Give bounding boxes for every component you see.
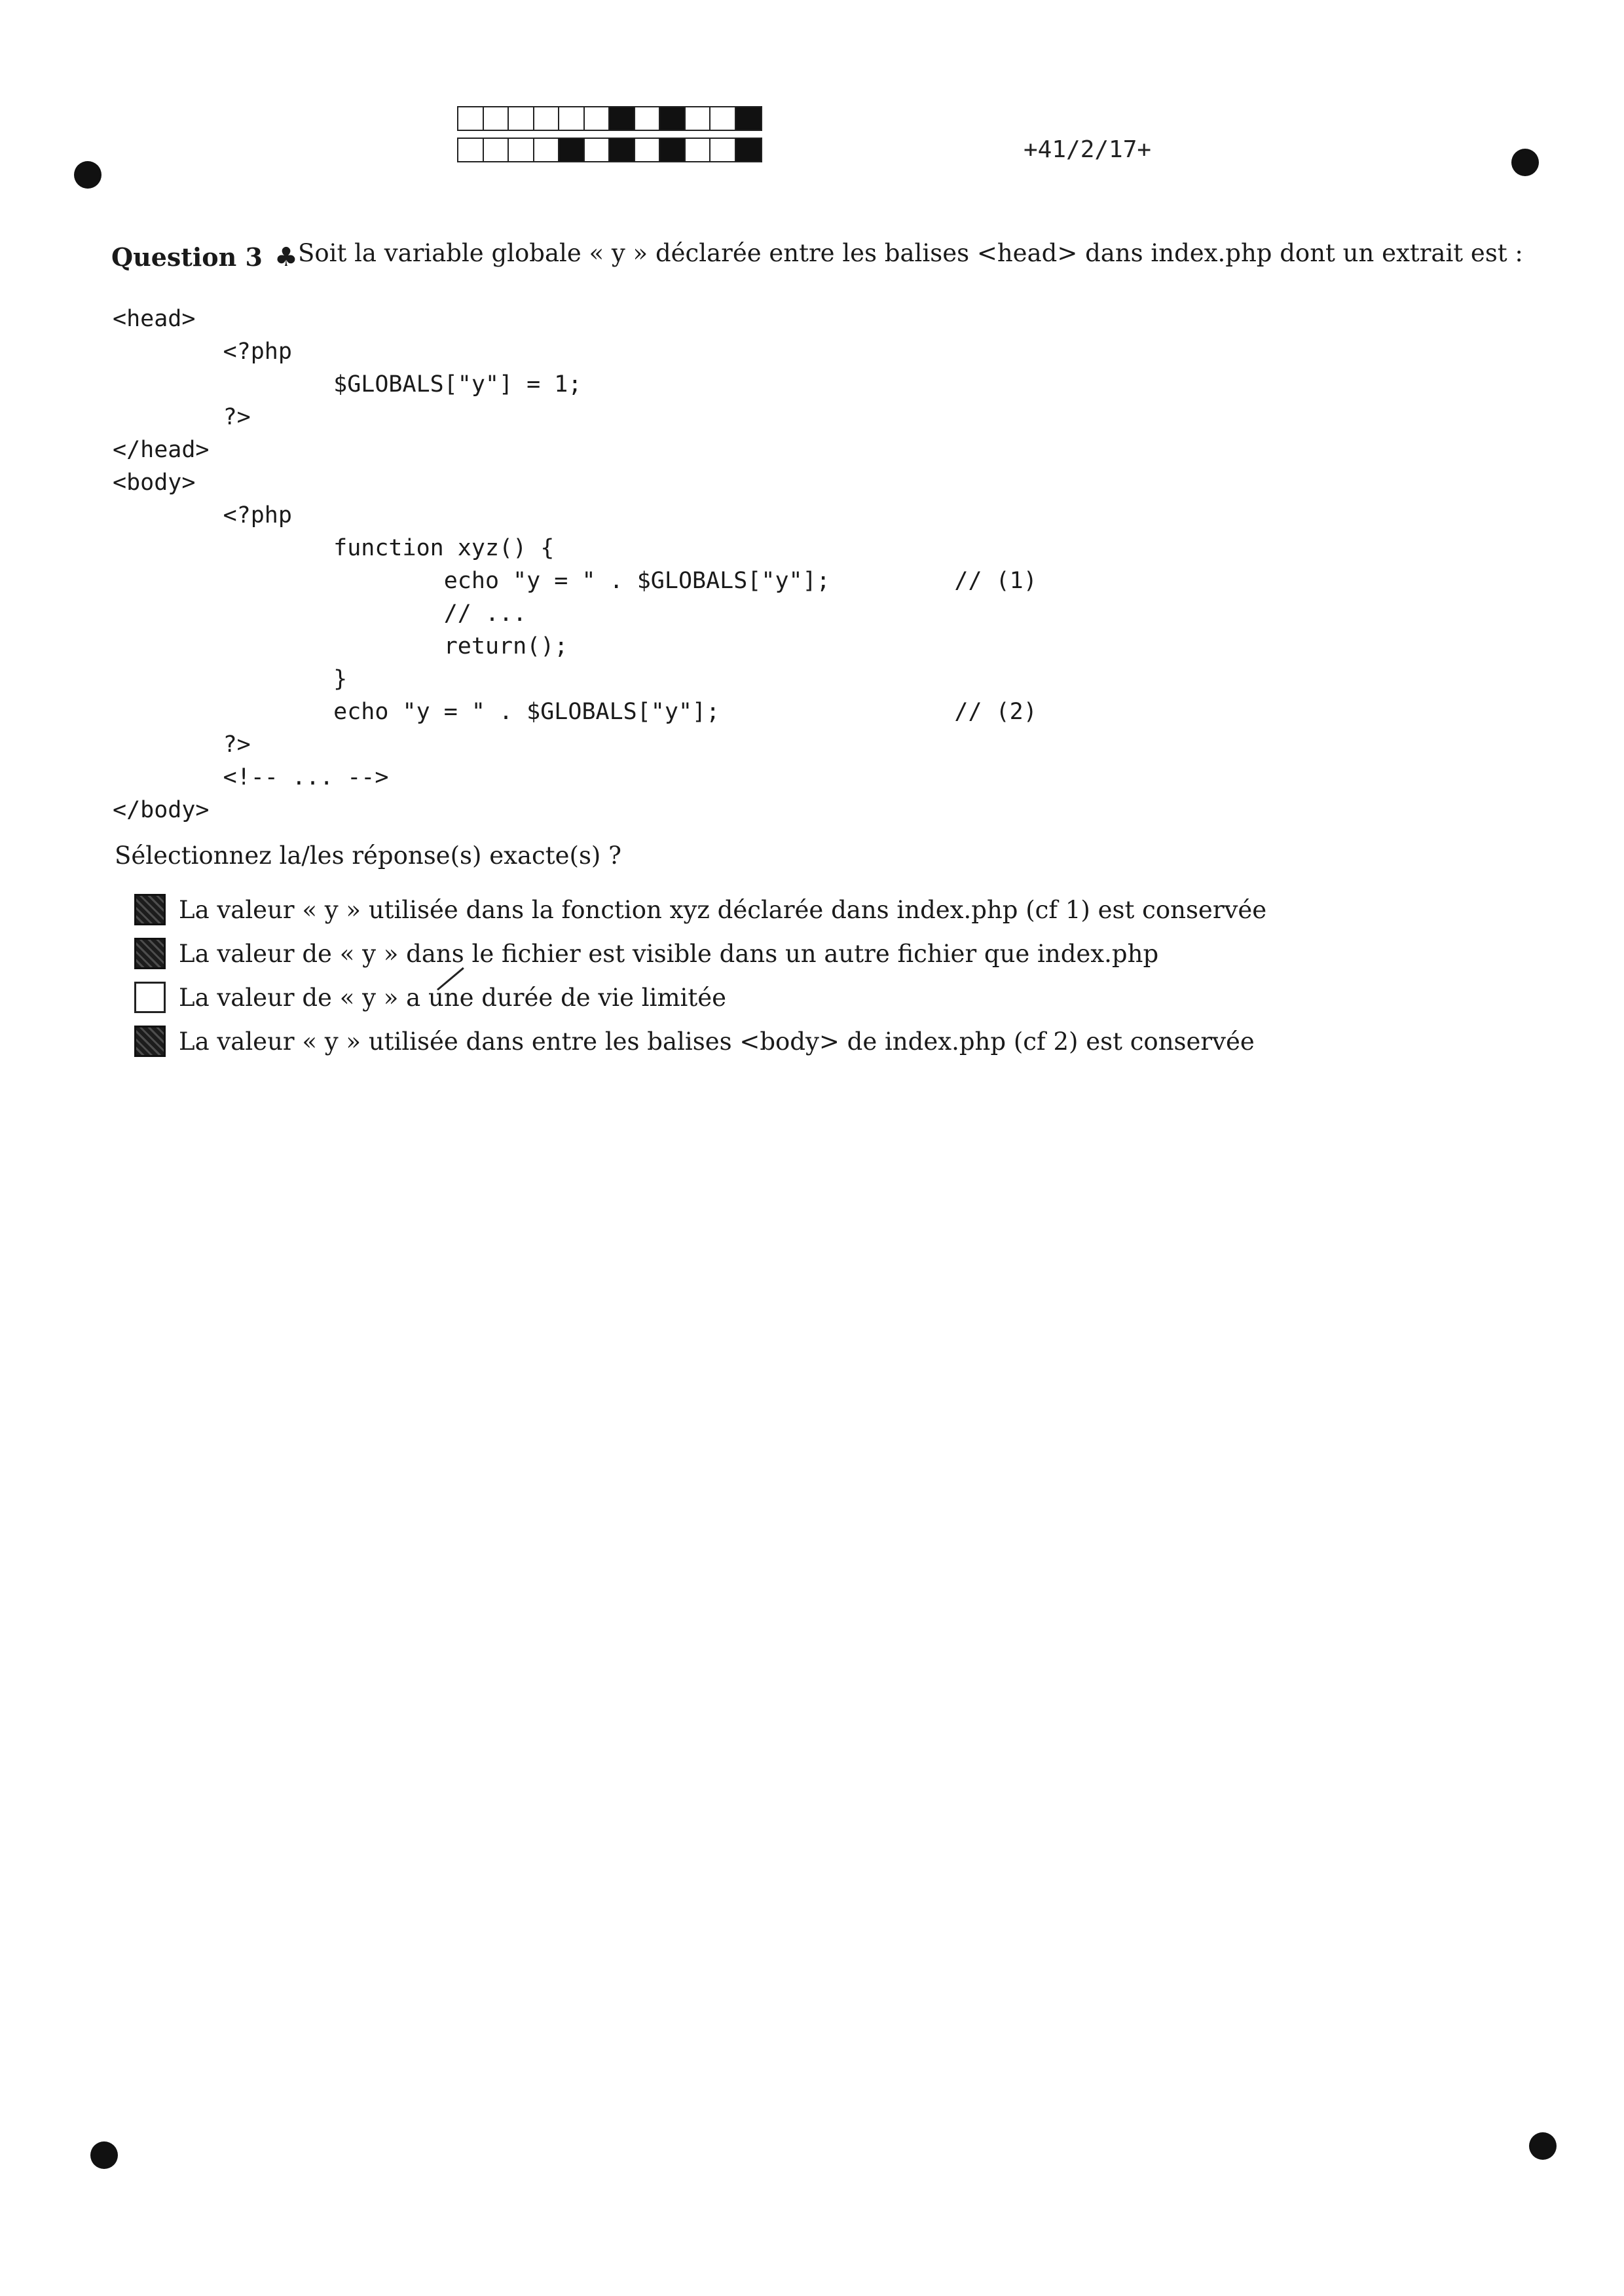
question-heading — [111, 242, 298, 272]
answer-text-2: La valeur de « y » dans le fichier est visible dans un autre fichier que index.php — [179, 939, 1159, 968]
barcode-cell — [509, 139, 534, 161]
registration-mark-top-left — [74, 161, 101, 189]
code-line: } — [113, 666, 348, 692]
barcode-cell — [585, 139, 610, 161]
barcode-cell — [610, 107, 635, 130]
code-line: $GLOBALS["y"] = 1; — [113, 371, 582, 398]
barcode-cell — [736, 107, 762, 130]
code-line: <!-- ... --> — [113, 764, 389, 790]
code-line: <?php — [113, 339, 292, 365]
barcode-cell — [710, 139, 736, 161]
answer-text-3 — [179, 984, 726, 1012]
answer-option-2 — [134, 938, 1158, 969]
barcode-row — [457, 138, 762, 162]
barcode-cell — [559, 107, 585, 130]
code-line: ?> — [113, 731, 251, 758]
struck-word — [428, 984, 474, 1012]
code-line: // ... — [113, 601, 527, 627]
barcode-cell — [710, 107, 736, 130]
barcode-cell — [585, 107, 610, 130]
answer-checkbox-4[interactable] — [134, 1026, 166, 1057]
answer-checkbox-3[interactable] — [134, 982, 166, 1013]
answer-text-1: La valeur « y » utilisée dans la fonction xyz déclarée dans index.php (cf 1) est conservée — [179, 895, 1267, 924]
barcode-cell — [484, 107, 509, 130]
code-line: </body> — [113, 797, 210, 823]
barcode-cell — [458, 107, 484, 130]
registration-mark-top-right — [1511, 149, 1539, 176]
struck-word-text: une — [428, 983, 474, 1012]
barcode-cell — [736, 139, 762, 161]
answer-text-3-before: La valeur de « y » a — [179, 983, 428, 1012]
question-stem: Soit la variable globale « y » déclarée entre les balises <head> dans index.php dont un extrait est : — [298, 239, 1523, 267]
answer-checkbox-2[interactable] — [134, 938, 166, 969]
answer-prompt: Sélectionnez la/les réponse(s) exacte(s) ? — [115, 842, 621, 870]
answer-option-4 — [134, 1026, 1255, 1057]
code-line: <?php — [113, 502, 292, 528]
barcode-cell — [635, 107, 661, 130]
code-line: </head> — [113, 437, 210, 463]
club-icon: ♣ — [274, 242, 298, 272]
barcode-row — [457, 106, 762, 131]
answer-text-3-after: durée de vie limitée — [473, 983, 727, 1012]
barcode-cell — [660, 139, 686, 161]
page-id: +41/2/17+ — [1024, 136, 1152, 163]
code-line: return(); — [113, 633, 568, 659]
barcode-cell — [635, 139, 661, 161]
code-line: echo "y = " . $GLOBALS["y"]; // (2) — [113, 699, 1037, 725]
barcode-cell — [660, 107, 686, 130]
barcode-cell — [484, 139, 509, 161]
code-line: <body> — [113, 470, 196, 496]
barcode-cell — [610, 139, 635, 161]
barcode-cell — [534, 107, 560, 130]
barcode-cell — [509, 107, 534, 130]
question-label: Question 3 — [111, 242, 263, 272]
registration-mark-bottom-right — [1529, 2132, 1557, 2160]
barcode-cell — [686, 107, 711, 130]
code-excerpt — [113, 303, 1037, 826]
answer-text-4: La valeur « y » utilisée dans entre les balises <body> de index.php (cf 2) est conservée — [179, 1027, 1255, 1056]
answer-option-1 — [134, 894, 1266, 925]
answer-option-3 — [134, 982, 726, 1013]
barcode-cell — [686, 139, 711, 161]
barcode-cell — [458, 139, 484, 161]
registration-mark-bottom-left — [90, 2141, 118, 2169]
answer-checkbox-1[interactable] — [134, 894, 166, 925]
code-line: <head> — [113, 306, 196, 332]
code-line: function xyz() { — [113, 535, 555, 561]
code-line: ?> — [113, 404, 251, 430]
barcode-cell — [534, 139, 560, 161]
code-line: echo "y = " . $GLOBALS["y"]; // (1) — [113, 568, 1037, 594]
barcode-cell — [559, 139, 585, 161]
